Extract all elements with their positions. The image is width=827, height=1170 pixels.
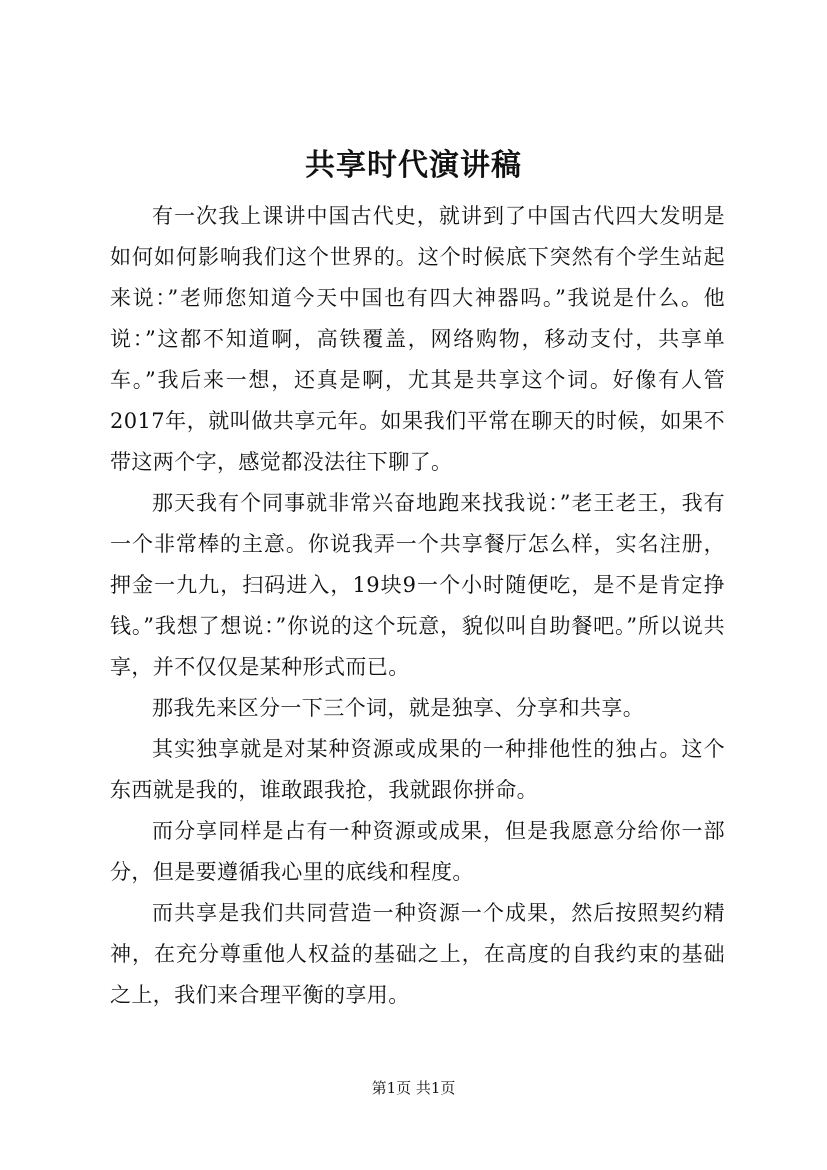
paragraph: 有一次我上课讲中国古代史，就讲到了中国古代四大发明是如何如何影响我们这个世界的。这个时候底下突然有个学生站起来说：”老师您知道今天中国也有四大神器吗。”我说是什么。他说：”这都不知道啊，高铁覆盖，网络购物，移动支付，共享单车。”我后来一想，还真是啊，尤其是共享这个词。好像有人管2017年，就叫做共享元年。如果我们平常在聊天的时候，如果不带这两个字，感觉都没法往下聊了。 [110, 204, 725, 474]
paragraph: 那我先来区分一下三个词，就是独享、分享和共享。 [152, 696, 645, 720]
paragraph: 而共享是我们共同营造一种资源一个成果，然后按照契约精神，在充分尊重他人权益的基础之上，在高度的自我约束的基础之上，我们来合理平衡的享用。 [110, 901, 725, 1007]
paragraph: 其实独享就是对某种资源或成果的一种排他性的独占。这个东西就是我的，谁敢跟我抢，我就跟你拼命。 [110, 737, 725, 802]
paragraph: 那天我有个同事就非常兴奋地跑来找我说：”老王老王，我有一个非常棒的主意。你说我弄一个共享餐厅怎么样，实名注册，押金一九九，扫码进入，19块9一个小时随便吃，是不是肯定挣钱。”我想了想说：”你说的这个玩意，貌似叫自助餐吧。”所以说共享，并不仅仅是某种形式而已。 [110, 491, 725, 679]
paragraph: 而分享同样是占有一种资源或成果，但是我愿意分给你一部分，但是要遵循我心里的底线和程度。 [110, 819, 725, 884]
document-title: 共享时代演讲稿 [305, 148, 522, 183]
page-footer: 第1页 共1页 [371, 1079, 456, 1097]
document-body [110, 196, 725, 1016]
